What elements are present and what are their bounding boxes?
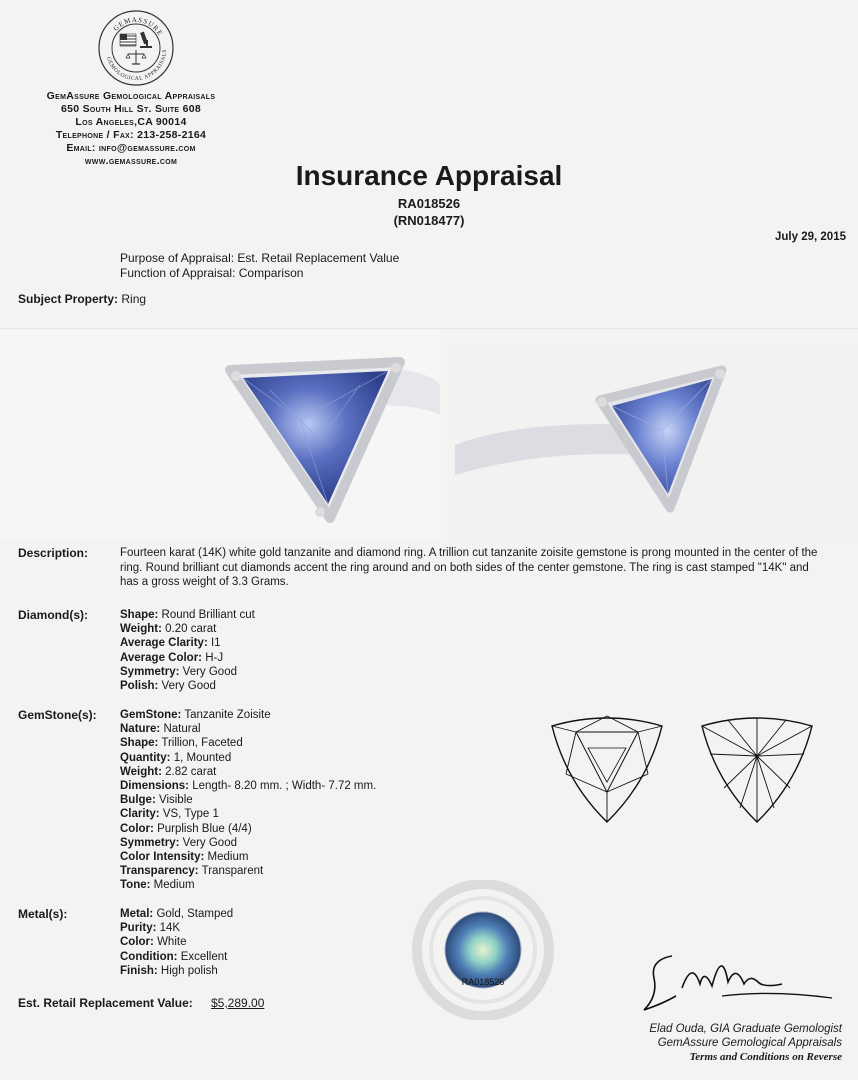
property-row: Weight: 0.20 carat — [120, 623, 217, 636]
property-row: Color: White — [120, 936, 187, 949]
property-row: Finish: High polish — [120, 964, 218, 977]
email: Email: info@gemassure.com — [66, 142, 196, 154]
report-number: RA018526 — [397, 196, 461, 211]
property-row: Symmetry: Very Good — [120, 665, 237, 678]
property-row: GemStone: Tanzanite Zoisite — [120, 709, 271, 721]
fold-line — [0, 328, 858, 329]
signer-block — [649, 1022, 842, 1064]
ring-photo-side — [452, 350, 858, 540]
address-line-1: 650 South Hill St. Suite 608 — [60, 103, 202, 115]
metals-label: Metal(s): — [18, 907, 68, 921]
property-row: Purity: 14K — [120, 922, 181, 935]
handwritten-signature — [632, 938, 842, 1018]
description-text: Fourteen karat (14K) white gold tanzanite and diamond ring. A trillion cut tanzanite zoisite gemstone is prong mounted in the center of the ring. Round brilliant cut diamonds accent the ring around and on both sides of the center gemstone. The ring is cast stamped "14K" and has a gross weight of 3.3 Grams. — [120, 547, 818, 588]
property-row: Symmetry: Very Good — [120, 836, 237, 849]
address-line-2: Los Angeles,CA 90014 — [75, 116, 187, 128]
property-row: Condition: Excellent — [120, 950, 228, 963]
document-title: Insurance Appraisal — [295, 160, 563, 191]
website: www.gemassure.com — [84, 155, 178, 167]
company-info — [0, 90, 262, 168]
subject-value: Ring — [121, 292, 147, 306]
ring-photo-front — [0, 330, 440, 540]
gemstones-label: GemStone(s): — [18, 708, 97, 722]
property-row: Dimensions: Length- 8.20 mm. ; Width- 7.72 mm. — [120, 780, 377, 793]
property-row: Color Intensity: Medium — [120, 851, 249, 864]
company-logo — [96, 8, 176, 88]
svg-text:GEMASSURE: GEMASSURE — [111, 15, 165, 38]
company-name: GemAssure Gemological Appraisals — [46, 90, 216, 102]
diamonds-label: Diamond(s): — [18, 608, 88, 622]
property-row: Weight: 2.82 carat — [120, 765, 217, 778]
property-row: Average Color: H-J — [120, 651, 224, 664]
property-row: Transparency: Transparent — [120, 865, 264, 878]
hologram-seal — [398, 880, 568, 1020]
terms-note: Terms and Conditions on Reverse — [689, 1051, 842, 1063]
valuation-amount: $5,289.00 — [211, 996, 265, 1010]
property-row: Average Clarity: I1 — [120, 637, 221, 650]
gemstone-properties — [120, 708, 376, 893]
property-row: Shape: Trillion, Faceted — [120, 737, 243, 750]
signer-name: Elad Ouda, GIA Graduate Gemologist — [649, 1023, 842, 1035]
signer-company: GemAssure Gemological Appraisals — [657, 1037, 842, 1049]
diamonds-properties — [120, 608, 255, 693]
appraisal-date: July 29, 2015 — [775, 231, 846, 243]
trillion-crown-diagram — [548, 712, 666, 824]
property-row: Polish: Very Good — [120, 680, 216, 693]
property-row: Shape: Round Brilliant cut — [120, 609, 255, 621]
metal-properties — [120, 907, 233, 978]
reference-number: (RN018477) — [393, 213, 465, 228]
svg-text:GEMOLOGICAL APPRAISALS: GEMOLOGICAL APPRAISALS — [104, 48, 169, 83]
property-row: Clarity: VS, Type 1 — [120, 808, 219, 821]
description-label: Description: — [18, 546, 89, 560]
purpose-of-appraisal: Purpose of Appraisal: Est. Retail Replacement Value — [120, 251, 400, 265]
subject-label: Subject Property: — [18, 292, 119, 306]
subject-property — [18, 292, 146, 306]
property-row: Nature: Natural — [120, 723, 201, 736]
seal-number: RA018526 — [461, 977, 505, 987]
property-row: Bulge: Visible — [120, 794, 193, 807]
function-of-appraisal: Function of Appraisal: Comparison — [120, 266, 304, 280]
ring-photos — [0, 330, 858, 540]
phone: Telephone / Fax: 213-258-2164 — [55, 129, 207, 141]
property-row: Metal: Gold, Stamped — [120, 908, 234, 920]
valuation-label: Est. Retail Replacement Value: — [18, 996, 193, 1010]
trillion-pavilion-diagram — [698, 712, 816, 824]
property-row: Color: Purplish Blue (4/4) — [120, 822, 252, 835]
property-row: Tone: Medium — [120, 879, 195, 892]
property-row: Quantity: 1, Mounted — [120, 751, 232, 764]
